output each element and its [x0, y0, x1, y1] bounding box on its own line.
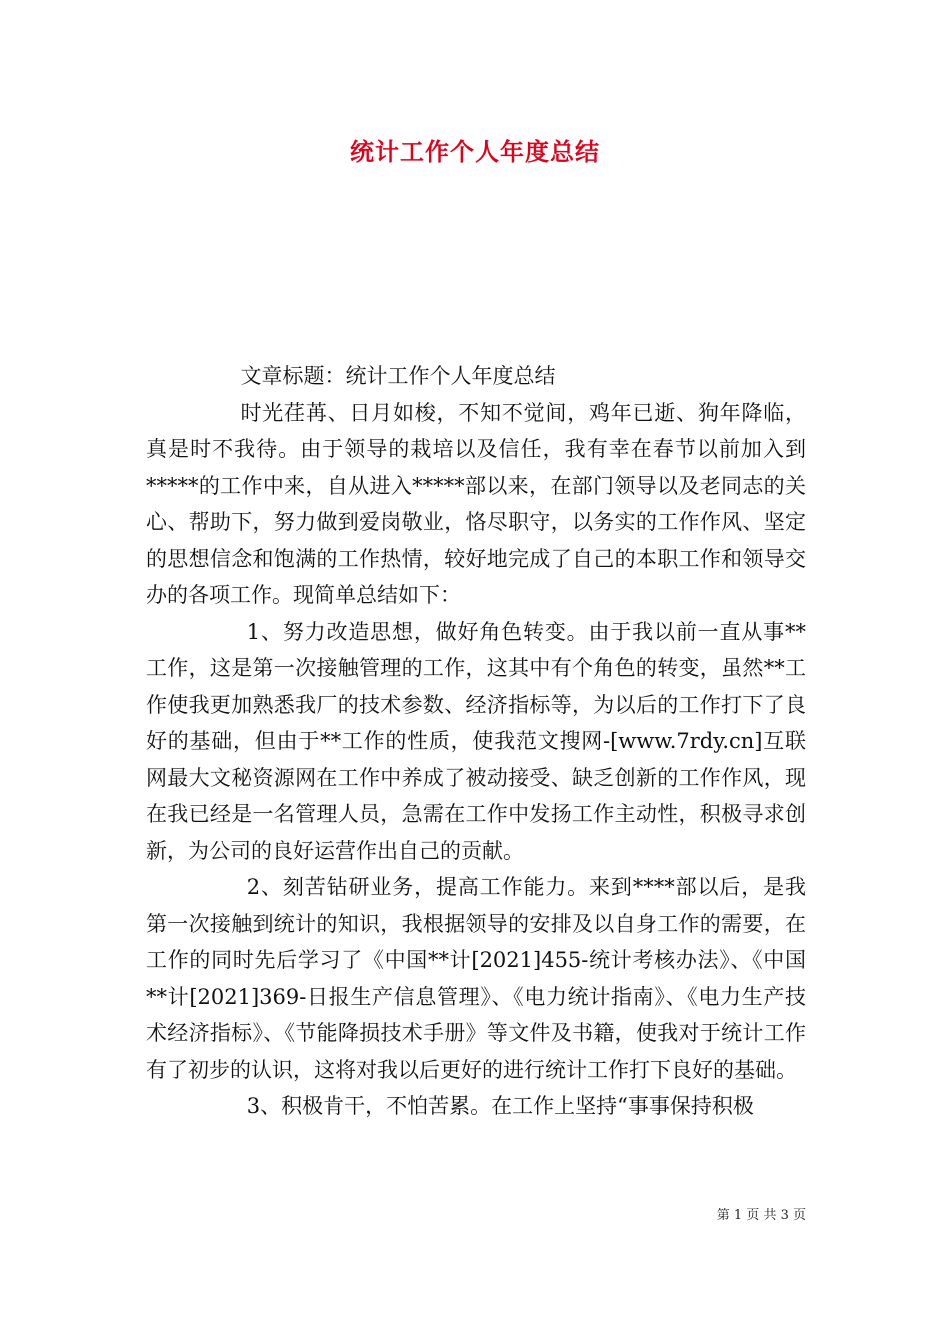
paragraph-section-3: 3、积极肯干，不怕苦累。在工作上坚持“事事保持积极	[246, 1094, 754, 1118]
paragraph-section-1: 1、努力改造思想，做好角色转变。由于我以前一直从事**工作，这是第一次接触管理的工作，这其中有个角色的转变，虽然**工作使我更加熟悉我厂的技术参数、经济指标等，为以后的工作打下了良好的基础，但由于**工作的性质，使我范文搜网-[www.7rdy.cn]互联网最大文秘资源网在工作中养成了被动接受、缺乏创新的工作作风，现在我已经是一名管理人员，急需在工作中发扬工作主动性，积极寻求创新，为公司的良好运营作出自己的贡献。	[146, 619, 806, 863]
page-number: 第 1 页 共 3 页	[716, 1208, 806, 1223]
document-body	[146, 358, 806, 1125]
paragraph-intro: 时光荏苒、日月如梭，不知不觉间，鸡年已逝、狗年降临，真是时不我待。由于领导的栽培以及信任，我有幸在春节以前加入到*****的工作中来，自从进入*****部以来，在部门领导以及老同志的关心、帮助下，努力做到爱岗敬业，恪尽职守，以务实的工作作风、坚定的思想信念和饱满的工作热情，较好地完成了自己的本职工作和领导交办的各项工作。现简单总结如下：	[146, 400, 806, 607]
paragraph-section-2: 2、刻苦钻研业务，提高工作能力。来到****部以后，是我第一次接触到统计的知识，我根据领导的安排及以自身工作的需要，在工作的同时先后学习了《中国**计[2021]455-统计考核办法》、《中国**计[2021]369-日报生产信息管理》、《电力统计指南》、《电力生产技术经济指标》、《节能降损技术手册》等文件及书籍，使我对于统计工作有了初步的认识，这将对我以后更好的进行统计工作打下良好的基础。	[146, 875, 806, 1082]
paragraph-article-title: 文章标题：统计工作个人年度总结	[240, 364, 556, 388]
document-title: 统计工作个人年度总结	[350, 138, 600, 166]
